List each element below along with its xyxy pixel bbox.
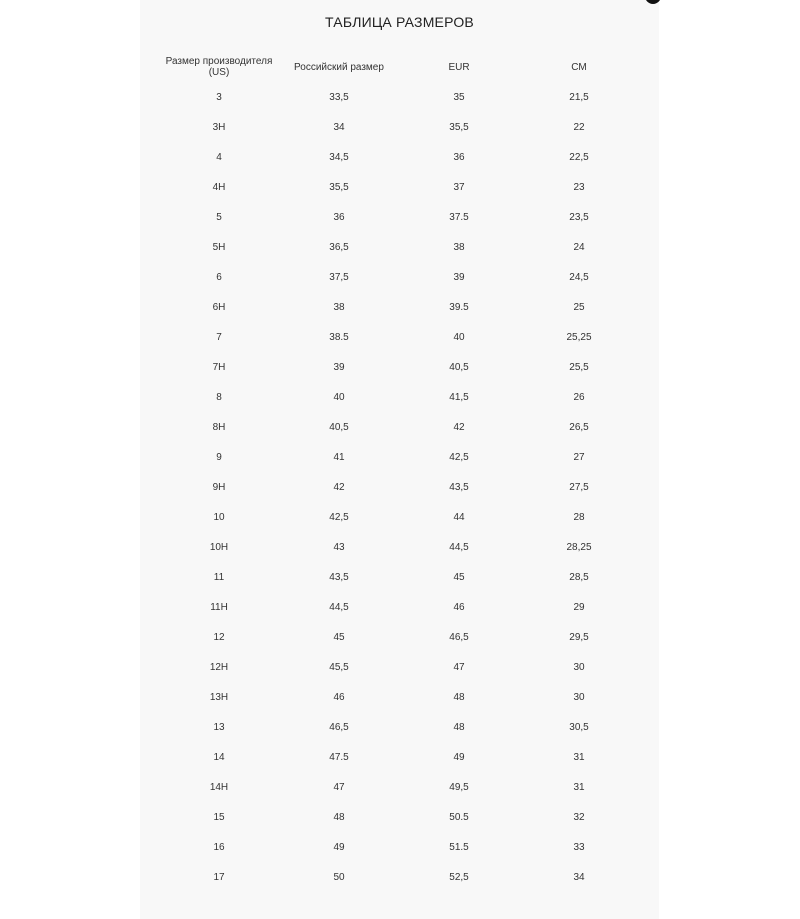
table-row [159,652,639,682]
cell-russian-size: 38.5 [329,331,349,343]
cell-russian-size: 47.5 [329,751,349,763]
cell-russian-size: 36 [333,211,345,223]
cell-us-size: 4H [212,181,226,193]
table-row [159,382,639,412]
cell-cm-size: 21,5 [569,91,589,103]
cell-eur-size: 50.5 [449,811,469,823]
cell-cm-size: 24 [573,241,585,253]
cell-eur-size: 49,5 [449,781,469,793]
cell-eur-size: 37 [453,181,465,193]
cell-russian-size: 36,5 [329,241,349,253]
cell-russian-size: 34 [333,121,345,133]
cell-cm-size: 23 [573,181,585,193]
cell-cm-size: 24,5 [569,271,589,283]
table-row [159,172,639,202]
cell-cm-size: 30 [573,691,585,703]
cell-russian-size: 50 [333,871,345,883]
cell-us-size: 16 [213,841,225,853]
column-header-us-size: Размер производителя (US) [165,56,273,78]
cell-cm-size: 28,25 [566,541,592,553]
table-row [159,862,639,892]
cell-eur-size: 39.5 [449,301,469,313]
cell-russian-size: 42 [333,481,345,493]
table-header-row [159,52,639,82]
size-chart-modal [140,0,659,919]
table-row [159,442,639,472]
cell-cm-size: 25 [573,301,585,313]
size-chart-body [159,82,639,892]
cell-us-size: 9 [216,451,222,463]
cell-eur-size: 40,5 [449,361,469,373]
cell-eur-size: 42,5 [449,451,469,463]
cell-russian-size: 42,5 [329,511,349,523]
cell-cm-size: 28,5 [569,571,589,583]
cell-cm-size: 23,5 [569,211,589,223]
cell-eur-size: 49 [453,751,465,763]
table-row [159,772,639,802]
cell-us-size: 13H [209,691,229,703]
column-header-cm-size: СМ [571,61,587,73]
cell-us-size: 5H [212,241,226,253]
cell-us-size: 14 [213,751,225,763]
cell-us-size: 7 [216,331,222,343]
cell-cm-size: 33 [573,841,585,853]
table-row [159,532,639,562]
cell-cm-size: 31 [573,781,585,793]
cell-cm-size: 26,5 [569,421,589,433]
cell-us-size: 7H [212,361,226,373]
cell-russian-size: 48 [333,811,345,823]
cell-us-size: 5 [216,211,222,223]
cell-eur-size: 35,5 [449,121,469,133]
cell-eur-size: 35 [453,91,465,103]
cell-eur-size: 48 [453,721,465,733]
cell-us-size: 4 [216,151,222,163]
cell-eur-size: 38 [453,241,465,253]
cell-us-size: 9H [212,481,226,493]
cell-cm-size: 29,5 [569,631,589,643]
cell-us-size: 11 [213,571,225,583]
table-row [159,502,639,532]
table-row [159,112,639,142]
cell-cm-size: 32 [573,811,585,823]
table-row [159,412,639,442]
cell-cm-size: 29 [573,601,585,613]
cell-us-size: 3 [216,91,222,103]
cell-eur-size: 44 [453,511,465,523]
cell-eur-size: 46,5 [449,631,469,643]
cell-us-size: 15 [213,811,225,823]
cell-eur-size: 52,5 [449,871,469,883]
table-row [159,712,639,742]
cell-eur-size: 43,5 [449,481,469,493]
size-chart-title: ТАБЛИЦА РАЗМЕРОВ [325,14,474,30]
cell-eur-size: 51.5 [449,841,469,853]
cell-russian-size: 45 [333,631,345,643]
cell-russian-size: 35,5 [329,181,349,193]
cell-russian-size: 38 [333,301,345,313]
table-row [159,142,639,172]
table-row [159,472,639,502]
cell-cm-size: 27,5 [569,481,589,493]
cell-russian-size: 46 [333,691,345,703]
cell-us-size: 10H [209,541,229,553]
cell-russian-size: 40 [333,391,345,403]
table-row [159,622,639,652]
cell-russian-size: 46,5 [329,721,349,733]
table-row [159,832,639,862]
cell-cm-size: 25,5 [569,361,589,373]
table-row [159,262,639,292]
table-row [159,232,639,262]
cell-us-size: 12 [213,631,225,643]
cell-eur-size: 41,5 [449,391,469,403]
table-row [159,742,639,772]
table-row [159,202,639,232]
cell-cm-size: 27 [573,451,585,463]
column-header-eur-size: EUR [448,61,470,73]
table-row [159,292,639,322]
cell-russian-size: 43,5 [329,571,349,583]
cell-eur-size: 47 [453,661,465,673]
table-row [159,592,639,622]
cell-eur-size: 40 [453,331,465,343]
cell-russian-size: 44,5 [329,601,349,613]
cell-us-size: 8 [216,391,222,403]
cell-eur-size: 44,5 [449,541,469,553]
cell-cm-size: 22 [573,121,585,133]
size-chart-table [159,52,639,892]
table-row [159,322,639,352]
table-row [159,82,639,112]
cell-russian-size: 47 [333,781,345,793]
cell-us-size: 8H [212,421,226,433]
table-row [159,682,639,712]
cell-us-size: 6 [216,271,222,283]
cell-cm-size: 31 [573,751,585,763]
cell-us-size: 17 [213,871,225,883]
cell-cm-size: 25,25 [566,331,592,343]
cell-cm-size: 30 [573,661,585,673]
cell-eur-size: 39 [453,271,465,283]
cell-eur-size: 37.5 [449,211,469,223]
cell-eur-size: 45 [453,571,465,583]
cell-us-size: 3H [212,121,226,133]
cell-cm-size: 34 [573,871,585,883]
cell-eur-size: 36 [453,151,465,163]
cell-russian-size: 40,5 [329,421,349,433]
cell-us-size: 14H [209,781,229,793]
cell-eur-size: 46 [453,601,465,613]
cell-us-size: 10 [213,511,225,523]
cell-cm-size: 30,5 [569,721,589,733]
cell-cm-size: 28 [573,511,585,523]
cell-us-size: 11H [210,601,228,613]
cell-russian-size: 49 [333,841,345,853]
column-header-russian-size: Российский размер [294,61,384,73]
table-row [159,802,639,832]
cell-us-size: 12H [209,661,229,673]
cell-eur-size: 48 [453,691,465,703]
cell-russian-size: 45,5 [329,661,349,673]
cell-us-size: 6H [212,301,226,313]
cell-russian-size: 39 [333,361,345,373]
cell-eur-size: 42 [453,421,465,433]
cell-cm-size: 22,5 [569,151,589,163]
cell-russian-size: 43 [333,541,345,553]
cell-russian-size: 34,5 [329,151,349,163]
cell-russian-size: 33,5 [329,91,349,103]
cell-russian-size: 41 [333,451,345,463]
cell-russian-size: 37,5 [329,271,349,283]
table-row [159,352,639,382]
table-row [159,562,639,592]
cell-cm-size: 26 [573,391,585,403]
cell-us-size: 13 [213,721,225,733]
